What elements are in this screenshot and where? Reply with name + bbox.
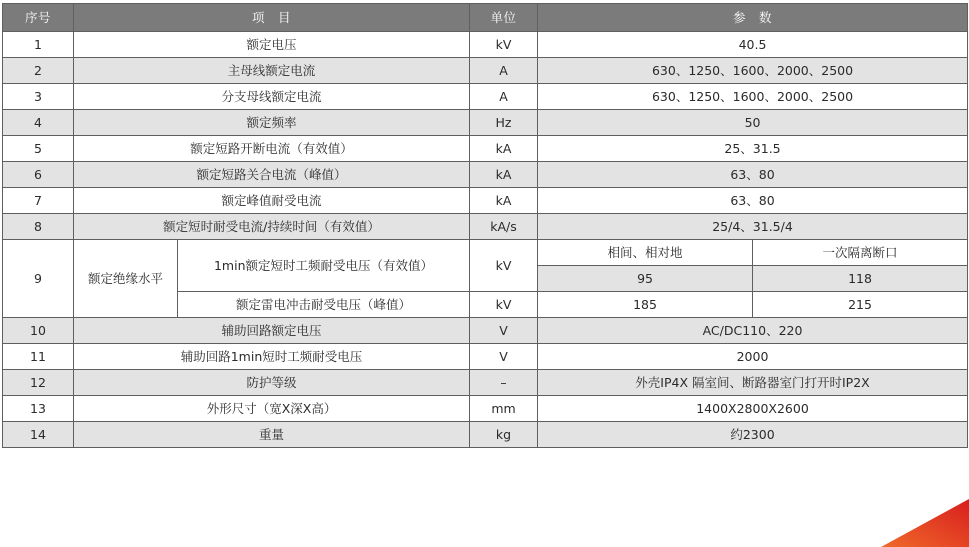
- row-value: 2000: [538, 344, 968, 370]
- power-freq-unit: kV: [470, 240, 538, 292]
- row-item: 主母线额定电流: [74, 58, 470, 84]
- row-no: 6: [3, 162, 74, 188]
- spec-table: [2, 3, 968, 448]
- row-unit: –: [470, 370, 538, 396]
- row-value: 630、1250、1600、2000、2500: [538, 58, 968, 84]
- row-no: 5: [3, 136, 74, 162]
- row-value: 1400X2800X2600: [538, 396, 968, 422]
- row-unit: mm: [470, 396, 538, 422]
- table-row: [3, 136, 968, 162]
- sub-header-phase: 相间、相对地: [538, 240, 753, 266]
- row-item: 额定短路开断电流（有效值）: [74, 136, 470, 162]
- row-item: 外形尺寸（宽X深X高）: [74, 396, 470, 422]
- row-item: 重量: [74, 422, 470, 448]
- table-row: [3, 344, 968, 370]
- row-no: 1: [3, 32, 74, 58]
- row-no: 10: [3, 318, 74, 344]
- power-freq-break-value: 118: [753, 266, 968, 292]
- row-unit: V: [470, 318, 538, 344]
- table-row: [3, 110, 968, 136]
- header-item: 项 目: [74, 4, 470, 32]
- row-unit: V: [470, 344, 538, 370]
- row-no: 8: [3, 214, 74, 240]
- row-value: 50: [538, 110, 968, 136]
- row-value: 25/4、31.5/4: [538, 214, 968, 240]
- row-unit: kA/s: [470, 214, 538, 240]
- row-unit: Hz: [470, 110, 538, 136]
- row-item: 额定频率: [74, 110, 470, 136]
- row-no: 13: [3, 396, 74, 422]
- row-item: 额定峰值耐受电流: [74, 188, 470, 214]
- table-row: [3, 422, 968, 448]
- row-unit: kg: [470, 422, 538, 448]
- row-unit: kA: [470, 188, 538, 214]
- row-unit: kA: [470, 162, 538, 188]
- row-item: 辅助回路1min短时工频耐受电压: [74, 344, 470, 370]
- row-no: 12: [3, 370, 74, 396]
- row-item: 额定短时耐受电流/持续时间（有效值）: [74, 214, 470, 240]
- row-value: 约2300: [538, 422, 968, 448]
- table-row: [3, 162, 968, 188]
- row-value: 63、80: [538, 162, 968, 188]
- row-no: 7: [3, 188, 74, 214]
- header-param: 参 数: [538, 4, 968, 32]
- row-item: 防护等级: [74, 370, 470, 396]
- table-row: [3, 188, 968, 214]
- table-row: [3, 396, 968, 422]
- table-row: [3, 318, 968, 344]
- row-unit: A: [470, 58, 538, 84]
- row-no: 4: [3, 110, 74, 136]
- row-value: 40.5: [538, 32, 968, 58]
- row-value: AC/DC110、220: [538, 318, 968, 344]
- row-item: 辅助回路额定电压: [74, 318, 470, 344]
- insulation-row: [3, 240, 968, 266]
- power-freq-phase-value: 95: [538, 266, 753, 292]
- insulation-group-label: 额定绝缘水平: [74, 240, 178, 318]
- row-item: 额定电压: [74, 32, 470, 58]
- lightning-item: 额定雷电冲击耐受电压（峰值）: [178, 292, 470, 318]
- table-row: [3, 214, 968, 240]
- row-unit: kV: [470, 32, 538, 58]
- lightning-phase-value: 185: [538, 292, 753, 318]
- header-no: 序号: [3, 4, 74, 32]
- table-header-row: [3, 4, 968, 32]
- row-no: 2: [3, 58, 74, 84]
- table-row: [3, 370, 968, 396]
- row-item: 分支母线额定电流: [74, 84, 470, 110]
- lightning-break-value: 215: [753, 292, 968, 318]
- corner-accent: [881, 499, 969, 547]
- row-value: 63、80: [538, 188, 968, 214]
- header-unit: 单位: [470, 4, 538, 32]
- table-row: [3, 32, 968, 58]
- table-row: [3, 58, 968, 84]
- row-unit: A: [470, 84, 538, 110]
- row-value: 外壳IP4X 隔室间、断路器室门打开时IP2X: [538, 370, 968, 396]
- lightning-unit: kV: [470, 292, 538, 318]
- row-no: 3: [3, 84, 74, 110]
- row-value: 630、1250、1600、2000、2500: [538, 84, 968, 110]
- row-value: 25、31.5: [538, 136, 968, 162]
- table-row: [3, 84, 968, 110]
- power-freq-item: 1min额定短时工频耐受电压（有效值）: [178, 240, 470, 292]
- row-unit: kA: [470, 136, 538, 162]
- row-no: 9: [3, 240, 74, 318]
- sub-header-break: 一次隔离断口: [753, 240, 968, 266]
- row-no: 11: [3, 344, 74, 370]
- row-item: 额定短路关合电流（峰值）: [74, 162, 470, 188]
- row-no: 14: [3, 422, 74, 448]
